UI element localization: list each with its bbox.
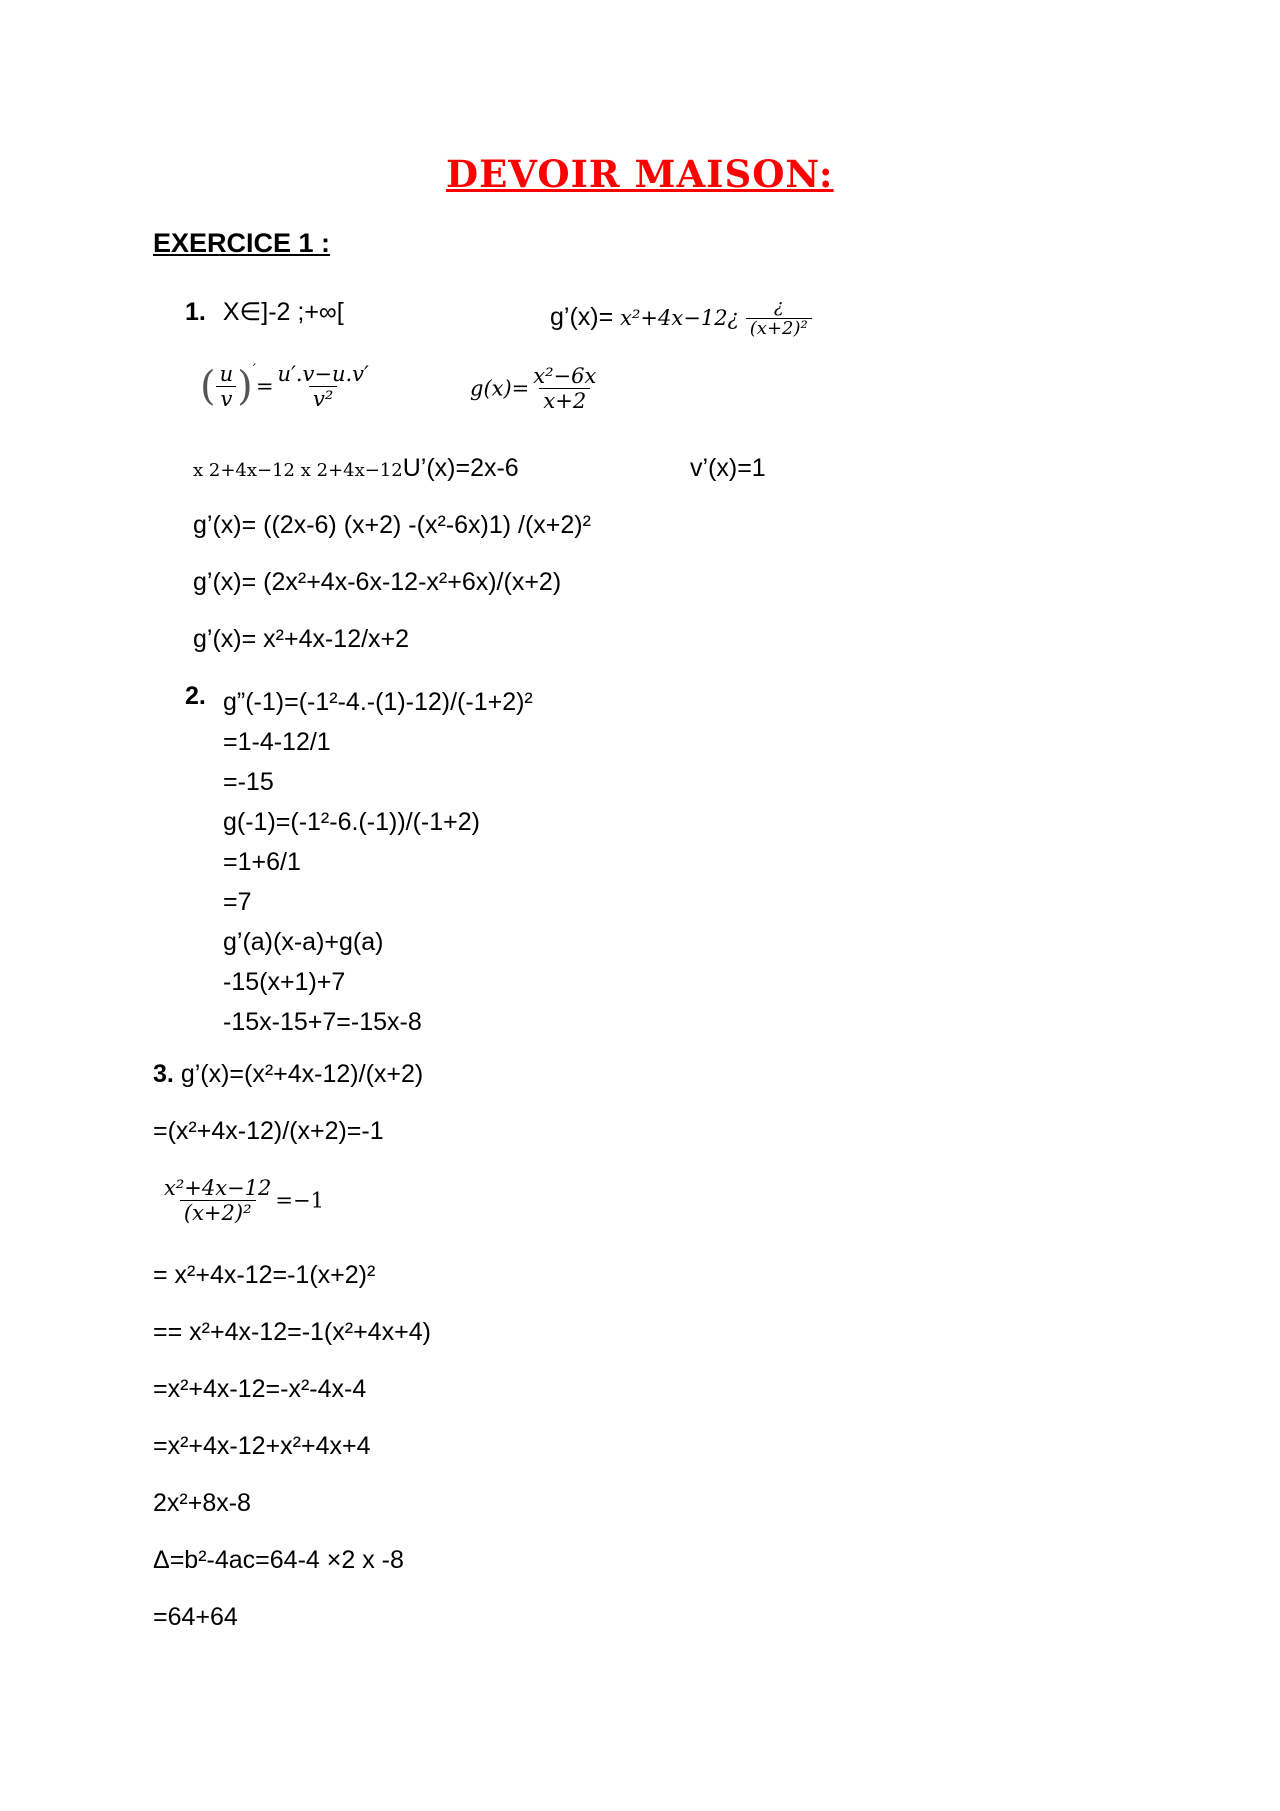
gprime-expression <box>550 297 812 339</box>
derivative-parts <box>193 454 519 483</box>
item2-line: g(-1)=(-1²-6.(-1))/(-1+2) <box>223 808 480 836</box>
item3-line-2: =(x²+4x-12)/(x+2)=-1 <box>153 1117 384 1145</box>
gprime-step-1: g’(x)= ((2x-6) (x+2) -(x²-6x)1) /(x+2)² <box>193 511 591 539</box>
quotient-v: v <box>216 386 236 411</box>
quotient-u: u <box>219 362 234 386</box>
g-definition <box>470 364 600 413</box>
quotient-fraction <box>274 362 373 411</box>
gprime-fraction-top: ¿ <box>773 296 784 317</box>
u-prime: U’(x)=2x-6 <box>402 454 519 482</box>
item2-line: -15x-15+7=-15x-8 <box>223 1008 422 1036</box>
quotient-rule: ( $\frac{u}{v}$ )′= $\frac{u'.v-u.v'}{\text{v²}}$ <box>200 362 373 411</box>
item3-step: =x²+4x-12+x²+4x+4 <box>153 1432 371 1460</box>
item2-line: =-15 <box>223 768 274 796</box>
gprime-label: g’(x)= <box>550 302 614 331</box>
quotient-equals: = <box>255 374 274 399</box>
quotient-denominator: v² <box>309 386 337 411</box>
item3-fraction-numerator: x²+4x−12 <box>164 1176 272 1200</box>
item3-fraction-rhs: =−1 <box>275 1188 324 1213</box>
item3-step: 2x²+8x-8 <box>153 1489 251 1517</box>
item2-line: =7 <box>223 888 252 916</box>
gprime-step-2: g’(x)= (2x²+4x-6x-12-x²+6x)/(x+2) <box>193 568 562 596</box>
item1-domain: X∈]-2 ;+∞[ <box>222 298 344 326</box>
gprime-step-3: g’(x)= x²+4x-12/x+2 <box>193 625 410 653</box>
item2-line: =1-4-12/1 <box>223 728 331 756</box>
item3-step: =x²+4x-12=-x²-4x-4 <box>153 1375 367 1403</box>
gprime-numerator: x²+4x−12¿ <box>620 305 739 330</box>
gprime-fraction-bottom: (x+2)² <box>746 318 812 340</box>
uv-small-text: x 2+4x−12 x 2+4x−12 <box>193 460 403 481</box>
item3-gprime: g’(x)=(x²+4x-12)/(x+2) <box>180 1060 424 1088</box>
item3-step: Δ=b²-4ac=64-4 ×2 x -8 <box>153 1546 404 1574</box>
g-label: g(x)= <box>470 376 530 401</box>
item1-number: 1. <box>185 298 206 326</box>
quotient-uv <box>216 362 238 411</box>
item3-step: == x²+4x-12=-1(x²+4x+4) <box>153 1318 431 1346</box>
item2-number: 2. <box>185 682 206 710</box>
item2-line: -15(x+1)+7 <box>223 968 346 996</box>
item1-line <box>185 297 344 327</box>
item3-line-1 <box>153 1060 423 1089</box>
item2-line: g’(a)(x-a)+g(a) <box>223 928 384 956</box>
exercise-title: EXERCICE 1 : <box>153 228 331 258</box>
quotient-prime: ′ <box>252 362 256 378</box>
item3-number: 3. <box>153 1060 174 1088</box>
item2-line: g”(-1)=(-1²-4.-(1)-12)/(-1+2)² <box>223 688 533 716</box>
item2-line: =1+6/1 <box>223 848 301 876</box>
gprime-fraction <box>746 297 812 339</box>
item3-fraction <box>160 1176 275 1225</box>
item3-step: = x²+4x-12=-1(x+2)² <box>153 1261 376 1289</box>
g-numerator: x²−6x <box>533 364 597 388</box>
v-prime: v’(x)=1 <box>690 454 766 482</box>
g-fraction <box>529 364 600 413</box>
item2-block <box>223 682 533 1042</box>
item3-fraction-denominator: (x+2)² <box>180 1200 256 1225</box>
item3-step: =64+64 <box>153 1603 238 1631</box>
quotient-numerator: u′.v−u.v′ <box>277 362 369 386</box>
page-title: DEVOIR MAISON: <box>446 152 834 196</box>
item3-fraction-equation <box>160 1176 324 1225</box>
g-denominator: x+2 <box>539 388 590 413</box>
